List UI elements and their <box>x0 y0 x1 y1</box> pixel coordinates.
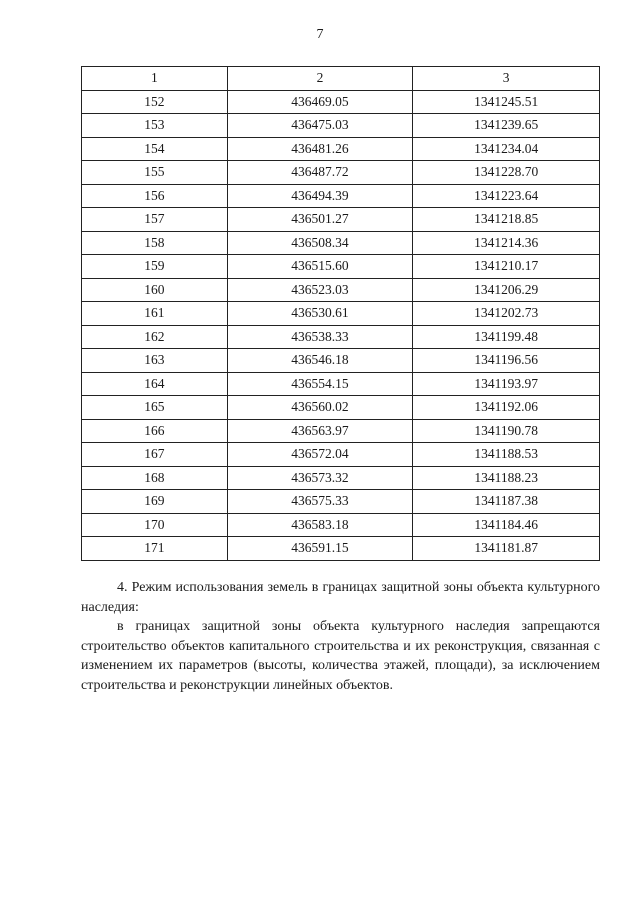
column-header-3: 3 <box>413 67 600 91</box>
y-coordinate-cell: 1341206.29 <box>413 278 600 302</box>
table-row <box>82 137 600 161</box>
point-number-cell: 154 <box>82 137 228 161</box>
point-number-cell: 163 <box>82 349 228 373</box>
point-number-cell: 160 <box>82 278 228 302</box>
y-coordinate-cell: 1341245.51 <box>413 90 600 114</box>
table-row <box>82 396 600 420</box>
table-row <box>82 184 600 208</box>
y-coordinate-cell: 1341193.97 <box>413 372 600 396</box>
x-coordinate-cell: 436583.18 <box>227 513 413 537</box>
table-row <box>82 208 600 232</box>
y-coordinate-cell: 1341199.48 <box>413 325 600 349</box>
table-row <box>82 114 600 138</box>
x-coordinate-cell: 436530.61 <box>227 302 413 326</box>
y-coordinate-cell: 1341223.64 <box>413 184 600 208</box>
point-number-cell: 156 <box>82 184 228 208</box>
y-coordinate-cell: 1341218.85 <box>413 208 600 232</box>
x-coordinate-cell: 436591.15 <box>227 537 413 561</box>
table-row <box>82 161 600 185</box>
table-row <box>82 278 600 302</box>
point-number-cell: 168 <box>82 466 228 490</box>
y-coordinate-cell: 1341214.36 <box>413 231 600 255</box>
section-heading: 4. Режим использования земель в границах защитной зоны объекта культурного наследия: <box>81 580 600 615</box>
point-number-cell: 167 <box>82 443 228 467</box>
point-number-cell: 165 <box>82 396 228 420</box>
section-4 <box>81 578 600 695</box>
table-row <box>82 490 600 514</box>
x-coordinate-cell: 436560.02 <box>227 396 413 420</box>
table-row <box>82 372 600 396</box>
point-number-cell: 155 <box>82 161 228 185</box>
point-number-cell: 159 <box>82 255 228 279</box>
x-coordinate-cell: 436508.34 <box>227 231 413 255</box>
table-row <box>82 325 600 349</box>
table-row <box>82 231 600 255</box>
y-coordinate-cell: 1341210.17 <box>413 255 600 279</box>
table-row <box>82 443 600 467</box>
point-number-cell: 152 <box>82 90 228 114</box>
table-row <box>82 537 600 561</box>
table-header-row <box>82 67 600 91</box>
x-coordinate-cell: 436501.27 <box>227 208 413 232</box>
y-coordinate-cell: 1341196.56 <box>413 349 600 373</box>
point-number-cell: 162 <box>82 325 228 349</box>
table-body <box>82 90 600 560</box>
y-coordinate-cell: 1341184.46 <box>413 513 600 537</box>
x-coordinate-cell: 436554.15 <box>227 372 413 396</box>
table-row <box>82 90 600 114</box>
x-coordinate-cell: 436515.60 <box>227 255 413 279</box>
section-body: в границах защитной зоны объекта культурного наследия запрещаются строительство объектов капитального строительства и их реконструкция, связанная с изменением их параметров (высоты, количества этажей, площади), за исключением строительства и реконструкции линейных объектов. <box>81 619 600 693</box>
x-coordinate-cell: 436494.39 <box>227 184 413 208</box>
x-coordinate-cell: 436538.33 <box>227 325 413 349</box>
x-coordinate-cell: 436469.05 <box>227 90 413 114</box>
y-coordinate-cell: 1341239.65 <box>413 114 600 138</box>
table-row <box>82 302 600 326</box>
table-row <box>82 349 600 373</box>
y-coordinate-cell: 1341181.87 <box>413 537 600 561</box>
point-number-cell: 158 <box>82 231 228 255</box>
y-coordinate-cell: 1341188.23 <box>413 466 600 490</box>
x-coordinate-cell: 436481.26 <box>227 137 413 161</box>
table-row <box>82 419 600 443</box>
y-coordinate-cell: 1341202.73 <box>413 302 600 326</box>
x-coordinate-cell: 436487.72 <box>227 161 413 185</box>
point-number-cell: 157 <box>82 208 228 232</box>
x-coordinate-cell: 436546.18 <box>227 349 413 373</box>
point-number-cell: 164 <box>82 372 228 396</box>
x-coordinate-cell: 436523.03 <box>227 278 413 302</box>
x-coordinate-cell: 436573.32 <box>227 466 413 490</box>
coordinates-table <box>81 66 600 561</box>
x-coordinate-cell: 436563.97 <box>227 419 413 443</box>
y-coordinate-cell: 1341188.53 <box>413 443 600 467</box>
point-number-cell: 169 <box>82 490 228 514</box>
page-number: 7 <box>316 27 324 42</box>
point-number-cell: 171 <box>82 537 228 561</box>
y-coordinate-cell: 1341190.78 <box>413 419 600 443</box>
y-coordinate-cell: 1341234.04 <box>413 137 600 161</box>
column-header-2: 2 <box>227 67 413 91</box>
y-coordinate-cell: 1341192.06 <box>413 396 600 420</box>
x-coordinate-cell: 436475.03 <box>227 114 413 138</box>
column-header-1: 1 <box>82 67 228 91</box>
y-coordinate-cell: 1341187.38 <box>413 490 600 514</box>
point-number-cell: 153 <box>82 114 228 138</box>
point-number-cell: 161 <box>82 302 228 326</box>
table-row <box>82 255 600 279</box>
x-coordinate-cell: 436575.33 <box>227 490 413 514</box>
x-coordinate-cell: 436572.04 <box>227 443 413 467</box>
y-coordinate-cell: 1341228.70 <box>413 161 600 185</box>
table-row <box>82 466 600 490</box>
point-number-cell: 170 <box>82 513 228 537</box>
point-number-cell: 166 <box>82 419 228 443</box>
table-row <box>82 513 600 537</box>
